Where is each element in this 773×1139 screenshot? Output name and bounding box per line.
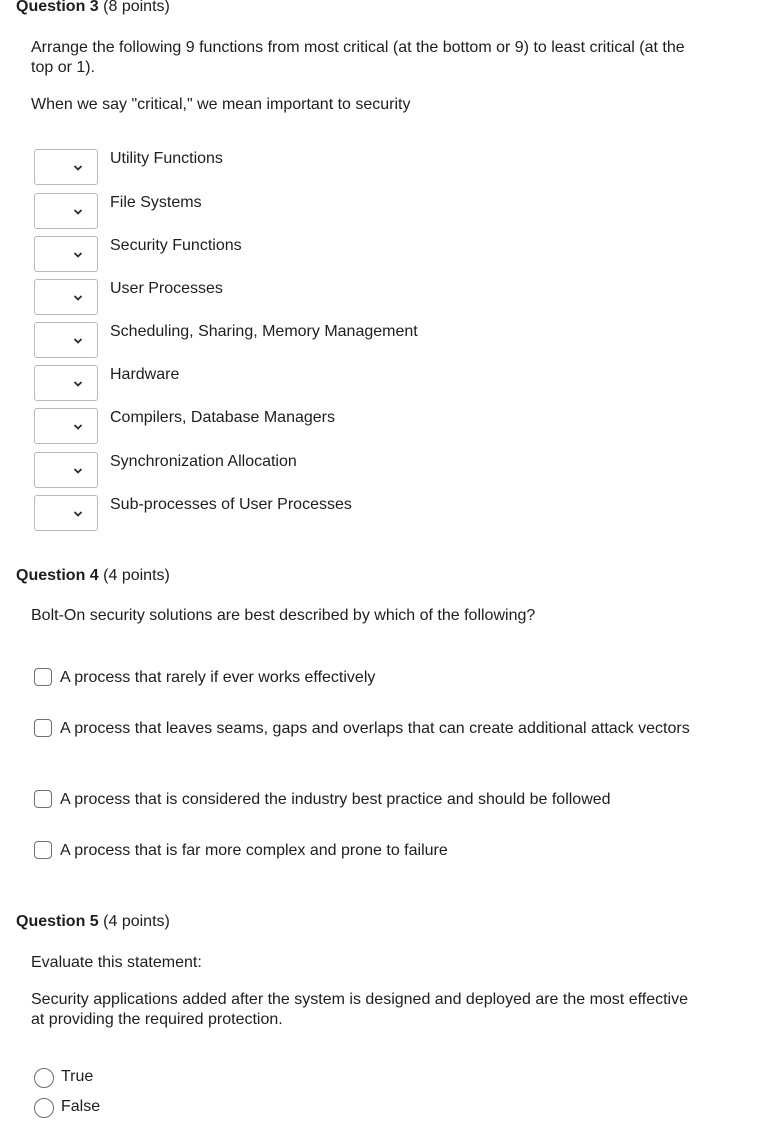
order-item-label: File Systems [110, 194, 202, 211]
order-item [34, 149, 634, 187]
order-item [34, 279, 634, 317]
checkbox-icon[interactable] [34, 841, 52, 859]
order-select[interactable] [34, 193, 98, 229]
radio-icon[interactable] [34, 1098, 54, 1118]
question-3-prompt: Arrange the following 9 functions from most critical (at the bottom or 9) to least critical (at the top or 1). [31, 39, 685, 76]
order-item-label: Hardware [110, 366, 180, 383]
answer-option-label: A process that rarely if ever works effectively [60, 669, 376, 686]
checkbox-icon[interactable] [34, 668, 52, 686]
order-item-label: User Processes [110, 280, 223, 297]
chevron-down-icon [73, 467, 83, 475]
question-title: Question 3 [16, 0, 99, 15]
order-item-label: Sub-processes of User Processes [110, 496, 352, 513]
question-points: (4 points) [103, 913, 170, 930]
question-3-header [16, 0, 170, 17]
order-item-label: Security Functions [110, 237, 242, 254]
question-5-prompt: Evaluate this statement: [31, 954, 202, 971]
radio-label: True [61, 1068, 94, 1085]
order-select[interactable] [34, 322, 98, 358]
chevron-down-icon [73, 208, 83, 216]
order-select[interactable] [34, 279, 98, 315]
answer-option-label: A process that leaves seams, gaps and overlaps that can create additional attack vectors [60, 720, 690, 737]
order-item-label: Compilers, Database Managers [110, 409, 335, 426]
radio-option-false[interactable] [34, 1097, 234, 1119]
chevron-down-icon [73, 423, 83, 431]
order-item [34, 322, 634, 360]
checkbox-icon[interactable] [34, 790, 52, 808]
order-select[interactable] [34, 365, 98, 401]
question-points: (8 points) [103, 0, 170, 15]
question-3-note: When we say "critical," we mean important to security [31, 96, 411, 113]
order-select[interactable] [34, 149, 98, 185]
chevron-down-icon [73, 380, 83, 388]
order-item [34, 193, 634, 231]
order-select[interactable] [34, 452, 98, 488]
radio-option-true[interactable] [34, 1067, 234, 1089]
order-item [34, 452, 634, 490]
chevron-down-icon [73, 251, 83, 259]
order-item [34, 408, 634, 446]
answer-option-label: A process that is far more complex and prone to failure [60, 842, 448, 859]
question-5-statement: Security applications added after the system is designed and deployed are the most effective at providing the required protection. [31, 991, 688, 1028]
question-points: (4 points) [103, 567, 170, 584]
order-item-label: Synchronization Allocation [110, 453, 297, 470]
radio-icon[interactable] [34, 1068, 54, 1088]
order-select[interactable] [34, 408, 98, 444]
question-4-header [16, 566, 170, 586]
order-item [34, 236, 634, 274]
order-select[interactable] [34, 236, 98, 272]
chevron-down-icon [73, 294, 83, 302]
order-select[interactable] [34, 495, 98, 531]
chevron-down-icon [73, 510, 83, 518]
order-item-label: Scheduling, Sharing, Memory Management [110, 323, 418, 340]
order-item [34, 495, 634, 533]
chevron-down-icon [73, 337, 83, 345]
question-5-header [16, 912, 170, 932]
question-title: Question 4 [16, 567, 99, 584]
order-item-label: Utility Functions [110, 150, 223, 167]
order-item [34, 365, 634, 403]
radio-label: False [61, 1098, 101, 1115]
question-4-prompt: Bolt-On security solutions are best described by which of the following? [31, 607, 536, 624]
chevron-down-icon [73, 164, 83, 172]
question-title: Question 5 [16, 913, 99, 930]
checkbox-icon[interactable] [34, 719, 52, 737]
answer-option-label: A process that is considered the industry best practice and should be followed [60, 791, 611, 808]
